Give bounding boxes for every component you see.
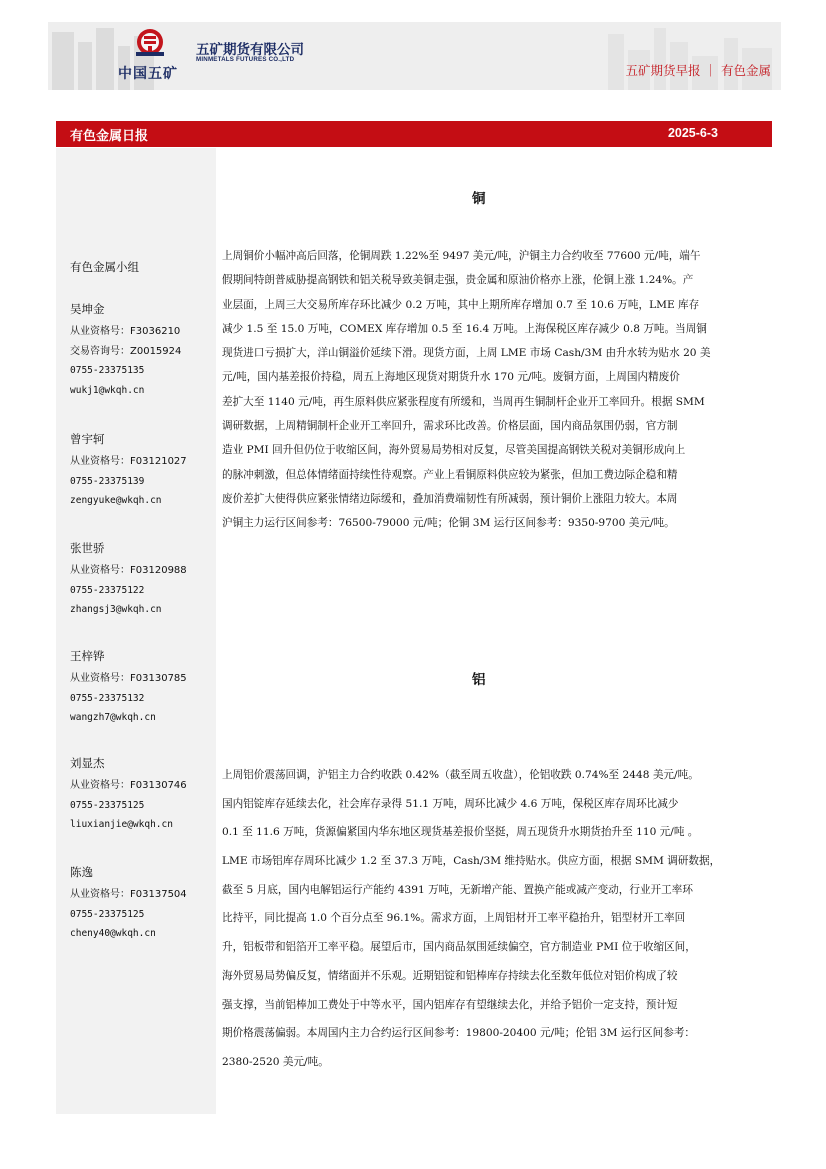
paragraph-line: 减少 1.5 至 15.0 万吨，COMEX 库存增加 0.5 至 16.4 万吨。上海保税区库存减少 0.8 万吨。当周铜 [222,322,707,335]
email-link[interactable]: wukj1@wkqh.cn [70,384,145,396]
paragraph-line: 海外贸易局势偏反复，情绪面并不乐观。近期铝锭和铝棒库存持续去化至数年低位对铝价构成了较 [222,969,678,982]
paragraph-line: 的脉冲刺激，但总体情绪面持续性待观察。产业上看铜原料供应较为紧张，但加工费边际企稳和精 [222,468,678,481]
paragraph-line: 假期间特朗普威胁提高钢铁和铝关税导致美铜走强，贵金属和原油价格亦上涨，伦铜上涨 1.24%。产 [222,274,694,287]
paragraph-line: 强支撑，当前铝棒加工费处于中等水平，国内铝库存有望继续去化，并给予铝价一定支持，预计短 [222,998,678,1011]
email-link[interactable]: zhangsj3@wkqh.cn [70,604,162,615]
paragraph-line: 升，铝板带和铝箔开工率平稳。展望后市，国内商品氛围延续偏空，官方制造业 PMI 位于收缩区间， [222,941,696,954]
analyst-card [70,431,215,511]
paragraph-line: 2380-2520 美元/吨。 [222,1055,329,1068]
paragraph-line: LME 市场铝库存周环比减少 1.2 至 37.3 万吨，Cash/3M 维持贴水。供应方面，根据 SMM 调研数据， [222,855,721,868]
analyst-name: 王梓铧 [70,649,105,663]
phone-number: 0755-23375135 [70,365,145,376]
team-name: 有色金属小组 [70,260,139,274]
copper-paragraph [222,244,773,536]
analyst-card [70,755,215,835]
email-link[interactable]: cheny40@wkqh.cn [70,928,156,939]
paragraph-line: 差扩大至 1140 元/吨，再生原料供应紧张程度有所缓和，当周再生铜制杆企业开工率回升。根据 SMM [222,395,705,408]
analyst-name: 刘显杰 [70,756,105,770]
analyst-card [70,648,215,728]
phone-number: 0755-23375139 [70,475,145,487]
phone-number: 0755-23375132 [70,692,145,704]
logo-text: 中国五矿 [118,66,178,82]
consulting-number: 交易咨询号：Z0015924 [70,345,182,357]
qualification-number: 从业资格号：F03130785 [70,673,187,684]
paragraph-line: 业层面，上周三大交易所库存环比减少 0.2 万吨，其中上期所库存增加 0.7 至 10.6 万吨，LME 库存 [222,298,700,311]
phone-number: 0755-23375125 [70,799,145,811]
paragraph-line: 比持平，同比提高 1.0 个百分点至 96.1%。需求方面，上周铝材开工率平稳抬升，铝型材开工率回 [222,912,686,925]
qualification-number: 从业资格号：F03121027 [70,456,187,467]
analyst-card [70,301,215,400]
paragraph-line: 上周铜价小幅冲高后回落，伦铜周跌 1.22%至 9497 美元/吨，沪铜主力合约收至 77600 元/吨，端午 [222,250,701,262]
aluminum-paragraph [222,761,773,1077]
email-link[interactable]: wangzh7@wkqh.cn [70,712,156,723]
paragraph-line: 废价差扩大使得供应紧张情绪边际缓和，叠加消费端韧性有所减弱，预计铜价上涨阻力较大。本周 [222,492,678,505]
paragraph-line: 上周铝价震荡回调，沪铝主力合约收跌 0.42%（截至周五收盘），伦铝收跌 0.74%至 2448 美元/吨。 [222,769,699,781]
paragraph-line: 元/吨，国内基差报价持稳，周五上海地区现货对期货升水 170 元/吨。废铜方面，上周国内精废价 [222,371,680,384]
copper-heading: 铜 [472,191,486,207]
report-tag: 五矿期货早报 ｜ 有色金属 [625,63,771,78]
paragraph-line: 现货进口亏损扩大，洋山铜溢价延续下滑。现货方面，上周 LME 市场 Cash/3M 由升水转为贴水 20 美 [222,347,711,360]
report-title: 有色金属日报 [70,129,149,144]
analyst-name: 曾宇轲 [70,432,105,446]
company-name-cn: 五矿期货有限公司 [196,42,304,58]
company-name-en: MINMETALS FUTURES CO.,LTD [196,56,295,63]
email-link[interactable]: zengyuke@wkqh.cn [70,495,162,506]
paragraph-line: 沪铜主力运行区间参考：76500-79000 元/吨；伦铜 3M 运行区间参考：9350-9700 美元/吨。 [222,517,675,530]
paragraph-line: 造业 PMI 回升但仍位于收缩区间，海外贸易局势相对反复，尽管美国提高钢铁关税对美铜形成向上 [222,444,686,457]
analyst-card [70,864,215,944]
qualification-number: 从业资格号：F3036210 [70,326,181,337]
email-link[interactable]: liuxianjie@wkqh.cn [70,819,173,830]
qualification-number: 从业资格号：F03130746 [70,780,187,791]
paragraph-line: 调研数据，上周精铜制杆企业开工率回升，需求环比改善。价格层面，国内商品氛围仍弱，官方制 [222,420,678,433]
qualification-number: 从业资格号：F03120988 [70,565,187,576]
report-date: 2025-6-3 [667,126,718,140]
paragraph-line: 国内铝锭库存延续去化，社会库存录得 51.1 万吨，周环比减少 4.6 万吨，保税区库存周环比减少 [222,797,679,810]
paragraph-line: 期价格震荡偏弱。本周国内主力合约运行区间参考：19800-20400 元/吨；伦铝 3M 运行区间参考： [222,1027,696,1040]
paragraph-line: 0.1 至 11.6 万吨，货源偏紧国内华东地区现货基差报价坚挺，周五现货升水期货抬升至 110 元/吨 。 [222,826,699,839]
aluminum-heading: 铝 [472,672,486,688]
analyst-name: 陈逸 [70,865,93,879]
phone-number: 0755-23375125 [70,908,145,920]
title-bar [56,121,772,147]
analyst-card [70,540,215,620]
paragraph-line: 截至 5 月底，国内电解铝运行产能约 4391 万吨，无新增产能、置换产能或减产变动，行业开工率环 [222,883,693,896]
phone-number: 0755-23375122 [70,584,145,596]
analyst-name: 吴坤金 [70,302,105,316]
qualification-number: 从业资格号：F03137504 [70,889,187,900]
analyst-sidebar [56,148,216,1114]
analyst-name: 张世骄 [70,541,105,555]
